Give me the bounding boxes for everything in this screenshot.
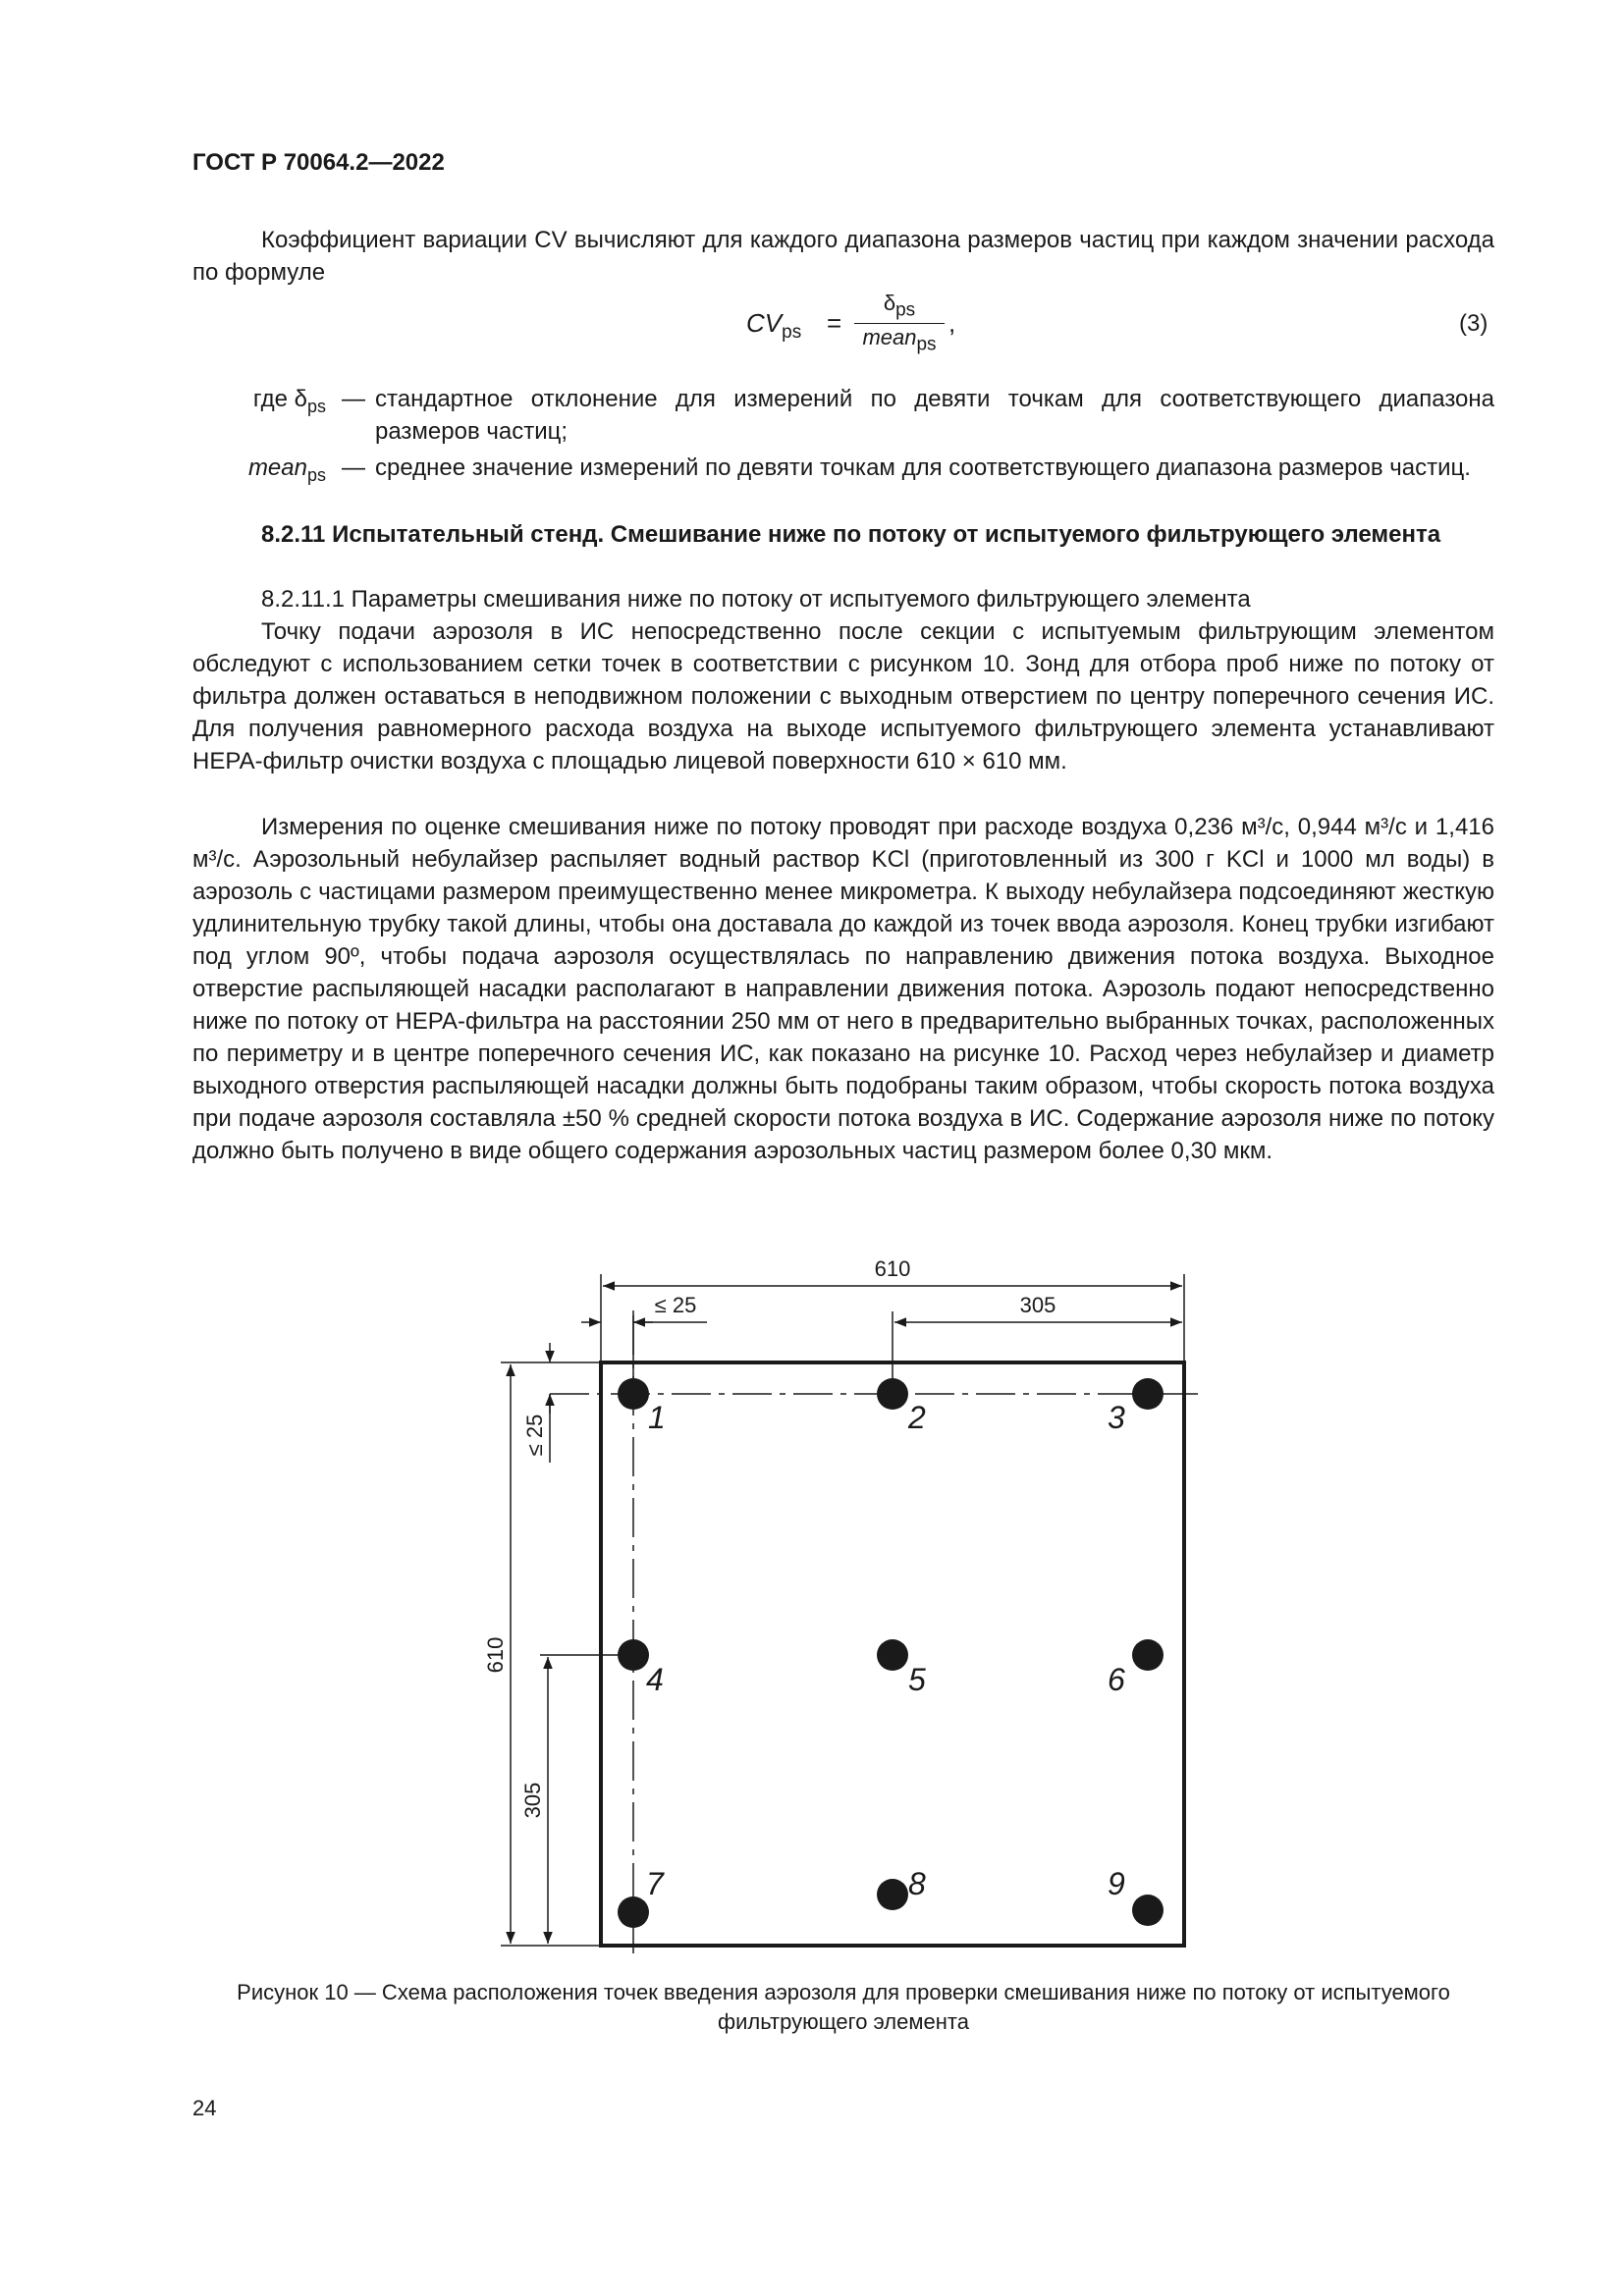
point-label-4: 4	[646, 1662, 664, 1697]
document-header: ГОСТ Р 70064.2—2022	[192, 149, 445, 176]
injection-point-9	[1132, 1895, 1164, 1926]
formula-number: (3)	[1459, 310, 1489, 337]
definition-text: стандартное отклонение для измерений по девяти точкам для соответствующего диапазона размеров частиц;	[375, 386, 1494, 445]
injection-point-7	[618, 1896, 649, 1928]
point-label-6: 6	[1108, 1662, 1125, 1697]
point-label-5: 5	[908, 1662, 926, 1697]
injection-point-5	[877, 1639, 908, 1671]
definition-term: где $\delta_{ps}$	[252, 386, 326, 416]
point-label-2: 2	[908, 1400, 926, 1435]
definition-dash: —	[342, 386, 365, 412]
paragraph-1: Точку подачи аэрозоля в ИС непосредственно после секции с испытуемым фильтрующим элементом обследуют с использованием сетки точек в соответствии с рисунком 10. Зонд для отбора проб ниже по потоку от фильтра должен оставаться в неподвижном положении с выходным отверстием по центру поперечного сечения ИС. Для получения равномерного расхода воздуха на выходе испытуемого фильтрующего элемента устанавливают HEPA-фильтр очистки воздуха с площадью лицевой поверхности 610 × 610 мм.	[192, 618, 1494, 774]
subsection-heading: 8.2.11.1 Параметры смешивания ниже по потоку от испытуемого фильтрующего элемента	[261, 586, 1251, 613]
dim-label-top-total: 610	[874, 1256, 911, 1281]
point-label-1: 1	[648, 1400, 666, 1435]
point-label-7: 7	[646, 1866, 664, 1901]
point-label-3: 3	[1108, 1400, 1125, 1435]
injection-point-6	[1132, 1639, 1164, 1671]
paragraph-2: Измерения по оценке смешивания ниже по потоку проводят при расходе воздуха 0,236 м³/с, 0,944 м³/с и 1,416 м³/с. Аэрозольный небулайзер распыляет водный раствор KCl (приготовленный из 300 г KCl и 1000 мл воды) в аэрозоль с частицами размером преимущественно менее микрометра. К выходу небулайзера подсоединяют жесткую удлинительную трубку такой длины, чтобы она доставала до каждой из точек ввода аэрозоля. Конец трубки изгибают под углом 90º, чтобы подача аэрозоля осуществлялась по направлению движения потока воздуха. Выходное отверстие распыляющей насадки располагают в направлении движения потока. Аэрозоль подают непосредственно ниже по потоку от HEPA-фильтра на расстоянии 250 мм от него в предварительно выбранных точках, расположенных по периметру и в центре поперечного сечения ИС, как показано на рисунке 10. Расход через небулайзер и диаметр выходного отверстия распыляющей насадки должны быть подобраны таким образом, чтобы скорость потока воздуха при подаче аэрозоля составляла ±50 % средней скорости потока воздуха в ИС. Содержание аэрозоля ниже по потоку должно быть получено в виде общего содержания аэрозольных частиц размером более 0,30 мкм.	[192, 814, 1494, 1164]
dim-label-left-edge: ≤ 25	[522, 1414, 547, 1457]
point-label-8: 8	[908, 1866, 926, 1901]
injection-point-1	[618, 1378, 649, 1410]
dim-label-top-edge: ≤ 25	[654, 1293, 697, 1317]
dim-label-left-half: 305	[520, 1782, 545, 1819]
definition-term: mean$_{ps}$	[247, 454, 326, 485]
page-number: 24	[192, 2096, 217, 2120]
intro-paragraph: Коэффициент вариации CV вычисляют для каждого диапазона размеров частиц при каждом значении расхода по формуле	[192, 227, 1494, 286]
figure-caption: Рисунок 10 — Схема расположения точек введения аэрозоля для проверки смешивания ниже по потоку от испытуемого фильтрующего элемента	[237, 1980, 1450, 2034]
point-label-9: 9	[1108, 1866, 1125, 1901]
formula-comma: ,	[948, 308, 956, 338]
formula-equals: =	[827, 308, 842, 338]
formula-lhs: $CV_{ps}$	[746, 308, 802, 344]
injection-point-3	[1132, 1378, 1164, 1410]
dim-label-left-total: 610	[483, 1636, 508, 1674]
formula-denominator: mean$_{ps}$	[862, 325, 937, 355]
section-heading: 8.2.11 Испытательный стенд. Смешивание ниже по потоку от испытуемого фильтрующего элемента	[261, 521, 1441, 548]
definition-dash: —	[342, 454, 365, 481]
formula-numerator: $\delta_{ps}$	[854, 291, 945, 324]
dim-label-top-half: 305	[1019, 1293, 1056, 1317]
injection-point-4	[618, 1639, 649, 1671]
injection-point-8	[877, 1879, 908, 1910]
definition-text: среднее значение измерений по девяти точкам для соответствующего диапазона размеров частиц.	[375, 454, 1471, 481]
injection-point-2	[877, 1378, 908, 1410]
